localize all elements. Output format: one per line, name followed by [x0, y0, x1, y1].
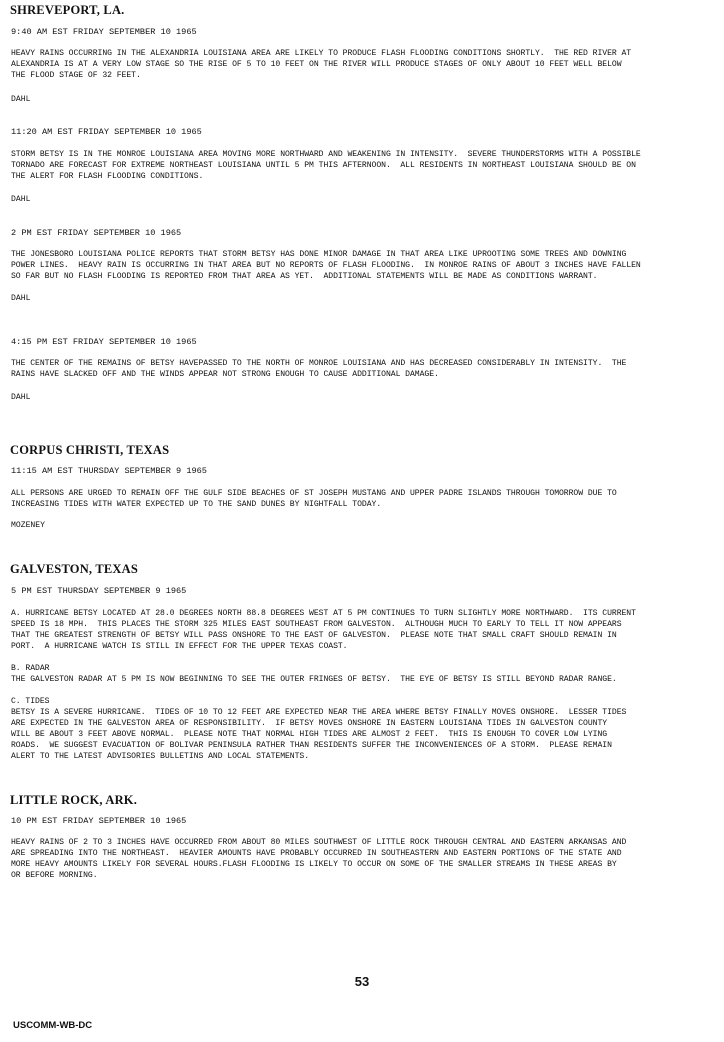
station-heading-shreveport: SHREVEPORT, LA.	[10, 3, 125, 17]
footer-imprint: USCOMM-WB-DC	[13, 1020, 93, 1031]
statement-signature: DAHL	[11, 195, 31, 204]
statement-text: ALL PERSONS ARE URGED TO REMAIN OFF THE GULF SIDE BEACHES OF ST JOSEPH MUSTANG AND UPPER PADRE ISLANDS THROUGH TOMORROW DUE TO INCREASING TIDES WITH WATER EXPECTED UP TO THE SAND DUNES BY NIGHTFALL TODAY.	[11, 489, 617, 509]
statement-text: HEAVY RAINS OF 2 TO 3 INCHES HAVE OCCURRED FROM ABOUT 80 MILES SOUTHWEST OF LITTLE ROCK THROUGH CENTRAL AND EASTERN ARKANSAS AND ARE SPREADING INTO THE NORTHEAST. HEAVIER AMOUNTS HAVE PROBABLY OCCURRED IN SOUTHEASTERN AND EASTERN PORTIONS OF THE STATE AND MORE HEAVY AMOUNTS LIKELY FOR SEVERAL HOURS.FLASH FLOODING IS LIKELY TO OCCUR ON SOME OF THE SMALLER STREAMS IN THESE AREAS BY OR BEFORE MORNING.	[11, 838, 627, 880]
statement-timestamp: 5 PM EST THURSDAY SEPTEMBER 9 1965	[11, 586, 187, 596]
statement-section-c: C. TIDES BETSY IS A SEVERE HURRICANE. TIDES OF 10 TO 12 FEET ARE EXPECTED NEAR THE AREA WHERE BETSY FINALLY MOVES ONSHORE. LESSER TIDES ARE EXPECTED IN THE GALVESTON AREA OF RESPONSIBILITY. IF BETSY MOVES ONSHORE IN EASTERN LOUISIANA TIDES IN GALVESTON COUNTY WILL BE ABOUT 3 FEET ABOVE NORMAL. PLEASE NOTE THAT NORMAL HIGH TIDES ARE ALMOST 2 FEET. THIS IS ENOUGH TO COVER LOW LYING ROADS. WE SUGGEST EVACUATION OF BOLIVAR PENINSULA RATHER THAN RESIDENTS SUFFER THE INCONVENIENCES OF A STORM. PLEASE REMAIN ALERT TO THE LATEST ADVISORIES BULLETINS AND LOCAL STATEMENTS.	[11, 697, 627, 761]
statement-timestamp: 11:20 AM EST FRIDAY SEPTEMBER 10 1965	[11, 127, 202, 137]
statement-signature: MOZENEY	[11, 521, 45, 530]
statement-signature: DAHL	[11, 393, 31, 402]
statement-timestamp: 9:40 AM EST FRIDAY SEPTEMBER 10 1965	[11, 27, 197, 37]
station-heading-little-rock: LITTLE ROCK, ARK.	[10, 793, 138, 807]
page-number: 53	[354, 974, 370, 989]
statement-signature: DAHL	[11, 95, 31, 104]
statement-text: STORM BETSY IS IN THE MONROE LOUISIANA AREA MOVING MORE NORTHWARD AND WEAKENING IN INTENSITY. SEVERE THUNDERSTORMS WITH A POSSIBLE TORNADO ARE FORECAST FOR EXTREME NORTHEAST LOUISIANA UNTIL 5 PM THIS AFTERNOON. ALL RESIDENTS IN NORTHEAST LOUISIANA SHOULD BE ON THE ALERT FOR FLASH FLOODING CONDITIONS.	[11, 150, 641, 181]
statement-text: THE CENTER OF THE REMAINS OF BETSY HAVEPASSED TO THE NORTH OF MONROE LOUISIANA AND HAS DECREASED CONSIDERABLY IN INTENSITY. THE RAINS HAVE SLACKED OFF AND THE WINDS APPEAR NOT STRONG ENOUGH TO CAUSE ADDITIONAL DAMAGE.	[11, 359, 627, 379]
statement-timestamp: 2 PM EST FRIDAY SEPTEMBER 10 1965	[11, 228, 182, 238]
statement-section-a: A. HURRICANE BETSY LOCATED AT 28.0 DEGREES NORTH 88.8 DEGREES WEST AT 5 PM CONTINUES TO TURN SLIGHTLY MORE NORTHWARD. ITS CURRENT SPEED IS 18 MPH. THIS PLACES THE STORM 325 MILES EAST SOUTHEAST FROM GALVESTON. ALTHOUGH MUCH TO EARLY TO TELL IT NOW APPEARS THAT THE GREATEST STRENGTH OF BETSY WILL PASS ONSHORE TO THE EAST OF GALVESTON. PLEASE NOTE THAT SMALL CRAFT SHOULD REMAIN IN PORT. A HURRICANE WATCH IS STILL IN EFFECT FOR THE UPPER TEXAS COAST.	[11, 609, 636, 651]
station-heading-corpus-christi: CORPUS CHRISTI, TEXAS	[10, 443, 170, 457]
statement-signature: DAHL	[11, 294, 31, 303]
statement-section-b: B. RADAR THE GALVESTON RADAR AT 5 PM IS NOW BEGINNING TO SEE THE OUTER FRINGES OF BETSY. THE EYE OF BETSY IS STILL BEYOND RADAR RANGE.	[11, 664, 617, 684]
statement-text: THE JONESBORO LOUISIANA POLICE REPORTS THAT STORM BETSY HAS DONE MINOR DAMAGE IN THAT AREA LIKE UPROOTING SOME TREES AND DOWNING POWER LINES. HEAVY RAIN IS OCCURRING IN THAT AREA BUT NO REPORTS OF FLASH FLOODING. IN MONROE RAINS OF ABOUT 3 INCHES HAVE FALLEN SO FAR BUT NO FLASH FLOODING IS REPORTED FROM THAT AREA AS YET. ADDITIONAL STATEMENTS WILL BE MADE AS CONDITIONS WARRANT.	[11, 250, 641, 281]
station-heading-galveston: GALVESTON, TEXAS	[10, 562, 139, 576]
statement-timestamp: 11:15 AM EST THURSDAY SEPTEMBER 9 1965	[11, 466, 207, 476]
statement-timestamp: 10 PM EST FRIDAY SEPTEMBER 10 1965	[11, 816, 187, 826]
statement-text: HEAVY RAINS OCCURRING IN THE ALEXANDRIA LOUISIANA AREA ARE LIKELY TO PRODUCE FLASH FLOODING CONDITIONS SHORTLY. THE RED RIVER AT ALEXANDRIA IS AT A VERY LOW STAGE SO THE RISE OF 5 TO 10 FEET ON THE RIVER WILL PRODUCE STAGES OF ONLY ABOUT 10 FEET WELL BELOW THE FLOOD STAGE OF 32 FEET.	[11, 49, 632, 80]
statement-timestamp: 4:15 PM EST FRIDAY SEPTEMBER 10 1965	[11, 337, 197, 347]
